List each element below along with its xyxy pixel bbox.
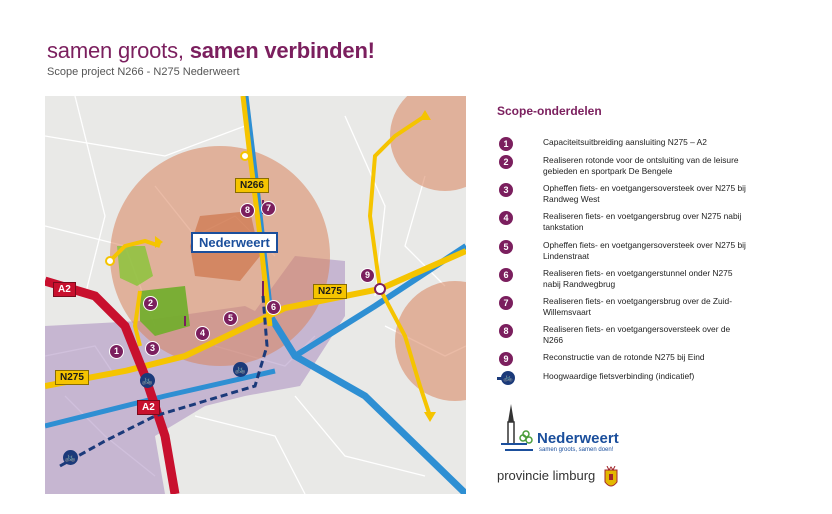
- map-canvas: [45, 96, 466, 494]
- legend-item: [497, 324, 747, 352]
- legend-text: Capaciteitsuitbreiding aansluiting N275 – A2: [543, 137, 707, 147]
- municipality-logo: [497, 402, 657, 464]
- map-marker-1[interactable]: 1: [109, 344, 124, 359]
- roundabout-west: [106, 257, 114, 265]
- legend-item: [497, 183, 747, 211]
- legend-text: Realiseren fiets- en voetgangersoversteek over de N266: [543, 324, 731, 345]
- roundabout-north: [241, 152, 249, 160]
- legend-text: Realiseren fiets- en voetgangersbrug over N275 nabij tankstation: [543, 211, 742, 232]
- map-marker-9[interactable]: 9: [360, 268, 375, 283]
- legend-number: 2: [499, 155, 513, 169]
- road-label-n266: N266: [235, 178, 269, 193]
- legend-text: Opheffen fiets- en voetgangersoversteek over N275 bij Randweg West: [543, 183, 746, 204]
- page-subtitle: Scope project N266 - N275 Nederweert: [47, 66, 240, 78]
- province-logo: [497, 466, 637, 496]
- legend-text: Reconstructie van de rotonde N275 bij Eind: [543, 352, 705, 362]
- legend-number: 6: [499, 268, 513, 282]
- legend-number: 9: [499, 352, 513, 366]
- legend-text: Opheffen fiets- en voetgangersoversteek over N275 bij Lindenstraat: [543, 240, 746, 261]
- title-bold: samen verbinden!: [189, 38, 375, 63]
- map-marker-4[interactable]: 4: [195, 326, 210, 341]
- bicycle-icon: 🚲: [501, 371, 515, 385]
- project-map[interactable]: [45, 96, 466, 494]
- map-marker-8[interactable]: 8: [240, 203, 255, 218]
- legend-text: Realiseren rotonde voor de ontsluiting van de leisure gebieden en sportpark De Bengele: [543, 155, 739, 176]
- zone-orange-northeast: [390, 96, 466, 191]
- legend-title: Scope-onderdelen: [497, 104, 602, 118]
- page-title: [47, 38, 375, 64]
- road-label-n275-west: N275: [55, 370, 89, 385]
- road-label-a2-south: A2: [137, 400, 160, 415]
- province-crest-icon: [603, 466, 619, 492]
- province-name: provincie limburg: [497, 468, 596, 483]
- legend-number: 3: [499, 183, 513, 197]
- legend-item: [497, 240, 747, 268]
- municipality-slogan: samen groots, samen doen!: [539, 447, 614, 453]
- legend-number: 5: [499, 240, 513, 254]
- bicycle-icon: 🚲: [63, 450, 78, 465]
- title-light: samen groots,: [47, 38, 184, 63]
- legend-item-bike: [497, 371, 747, 399]
- legend-item: [497, 296, 747, 324]
- map-marker-7[interactable]: 7: [261, 201, 276, 216]
- church-tower-icon: [497, 402, 537, 462]
- legend-text: Realiseren fiets- en voetgangersbrug over de Zuid-Willemsvaart: [543, 296, 733, 317]
- municipality-name: Nederweert: [537, 430, 619, 447]
- legend-number: 8: [499, 324, 513, 338]
- legend-item: [497, 155, 747, 183]
- map-marker-3[interactable]: 3: [145, 341, 160, 356]
- legend-number: 7: [499, 296, 513, 310]
- road-label-a2-north: A2: [53, 282, 76, 297]
- bicycle-icon: 🚲: [233, 362, 248, 377]
- legend-item: [497, 268, 747, 296]
- road-label-n275-east: N275: [313, 284, 347, 299]
- map-marker-5[interactable]: 5: [223, 311, 238, 326]
- legend-text: Realiseren fiets- en voetgangerstunnel onder N275 nabij Randwegbrug: [543, 268, 733, 289]
- legend-item: [497, 211, 747, 239]
- map-marker-2[interactable]: 2: [143, 296, 158, 311]
- town-label: Nederweert: [191, 232, 278, 253]
- legend-number: 4: [499, 211, 513, 225]
- map-marker-6[interactable]: 6: [266, 300, 281, 315]
- legend-number: 1: [499, 137, 513, 151]
- legend-text: Hoogwaardige fietsverbinding (indicatief): [543, 371, 695, 381]
- roundabout-eind: [375, 284, 385, 294]
- bicycle-icon: 🚲: [140, 373, 155, 388]
